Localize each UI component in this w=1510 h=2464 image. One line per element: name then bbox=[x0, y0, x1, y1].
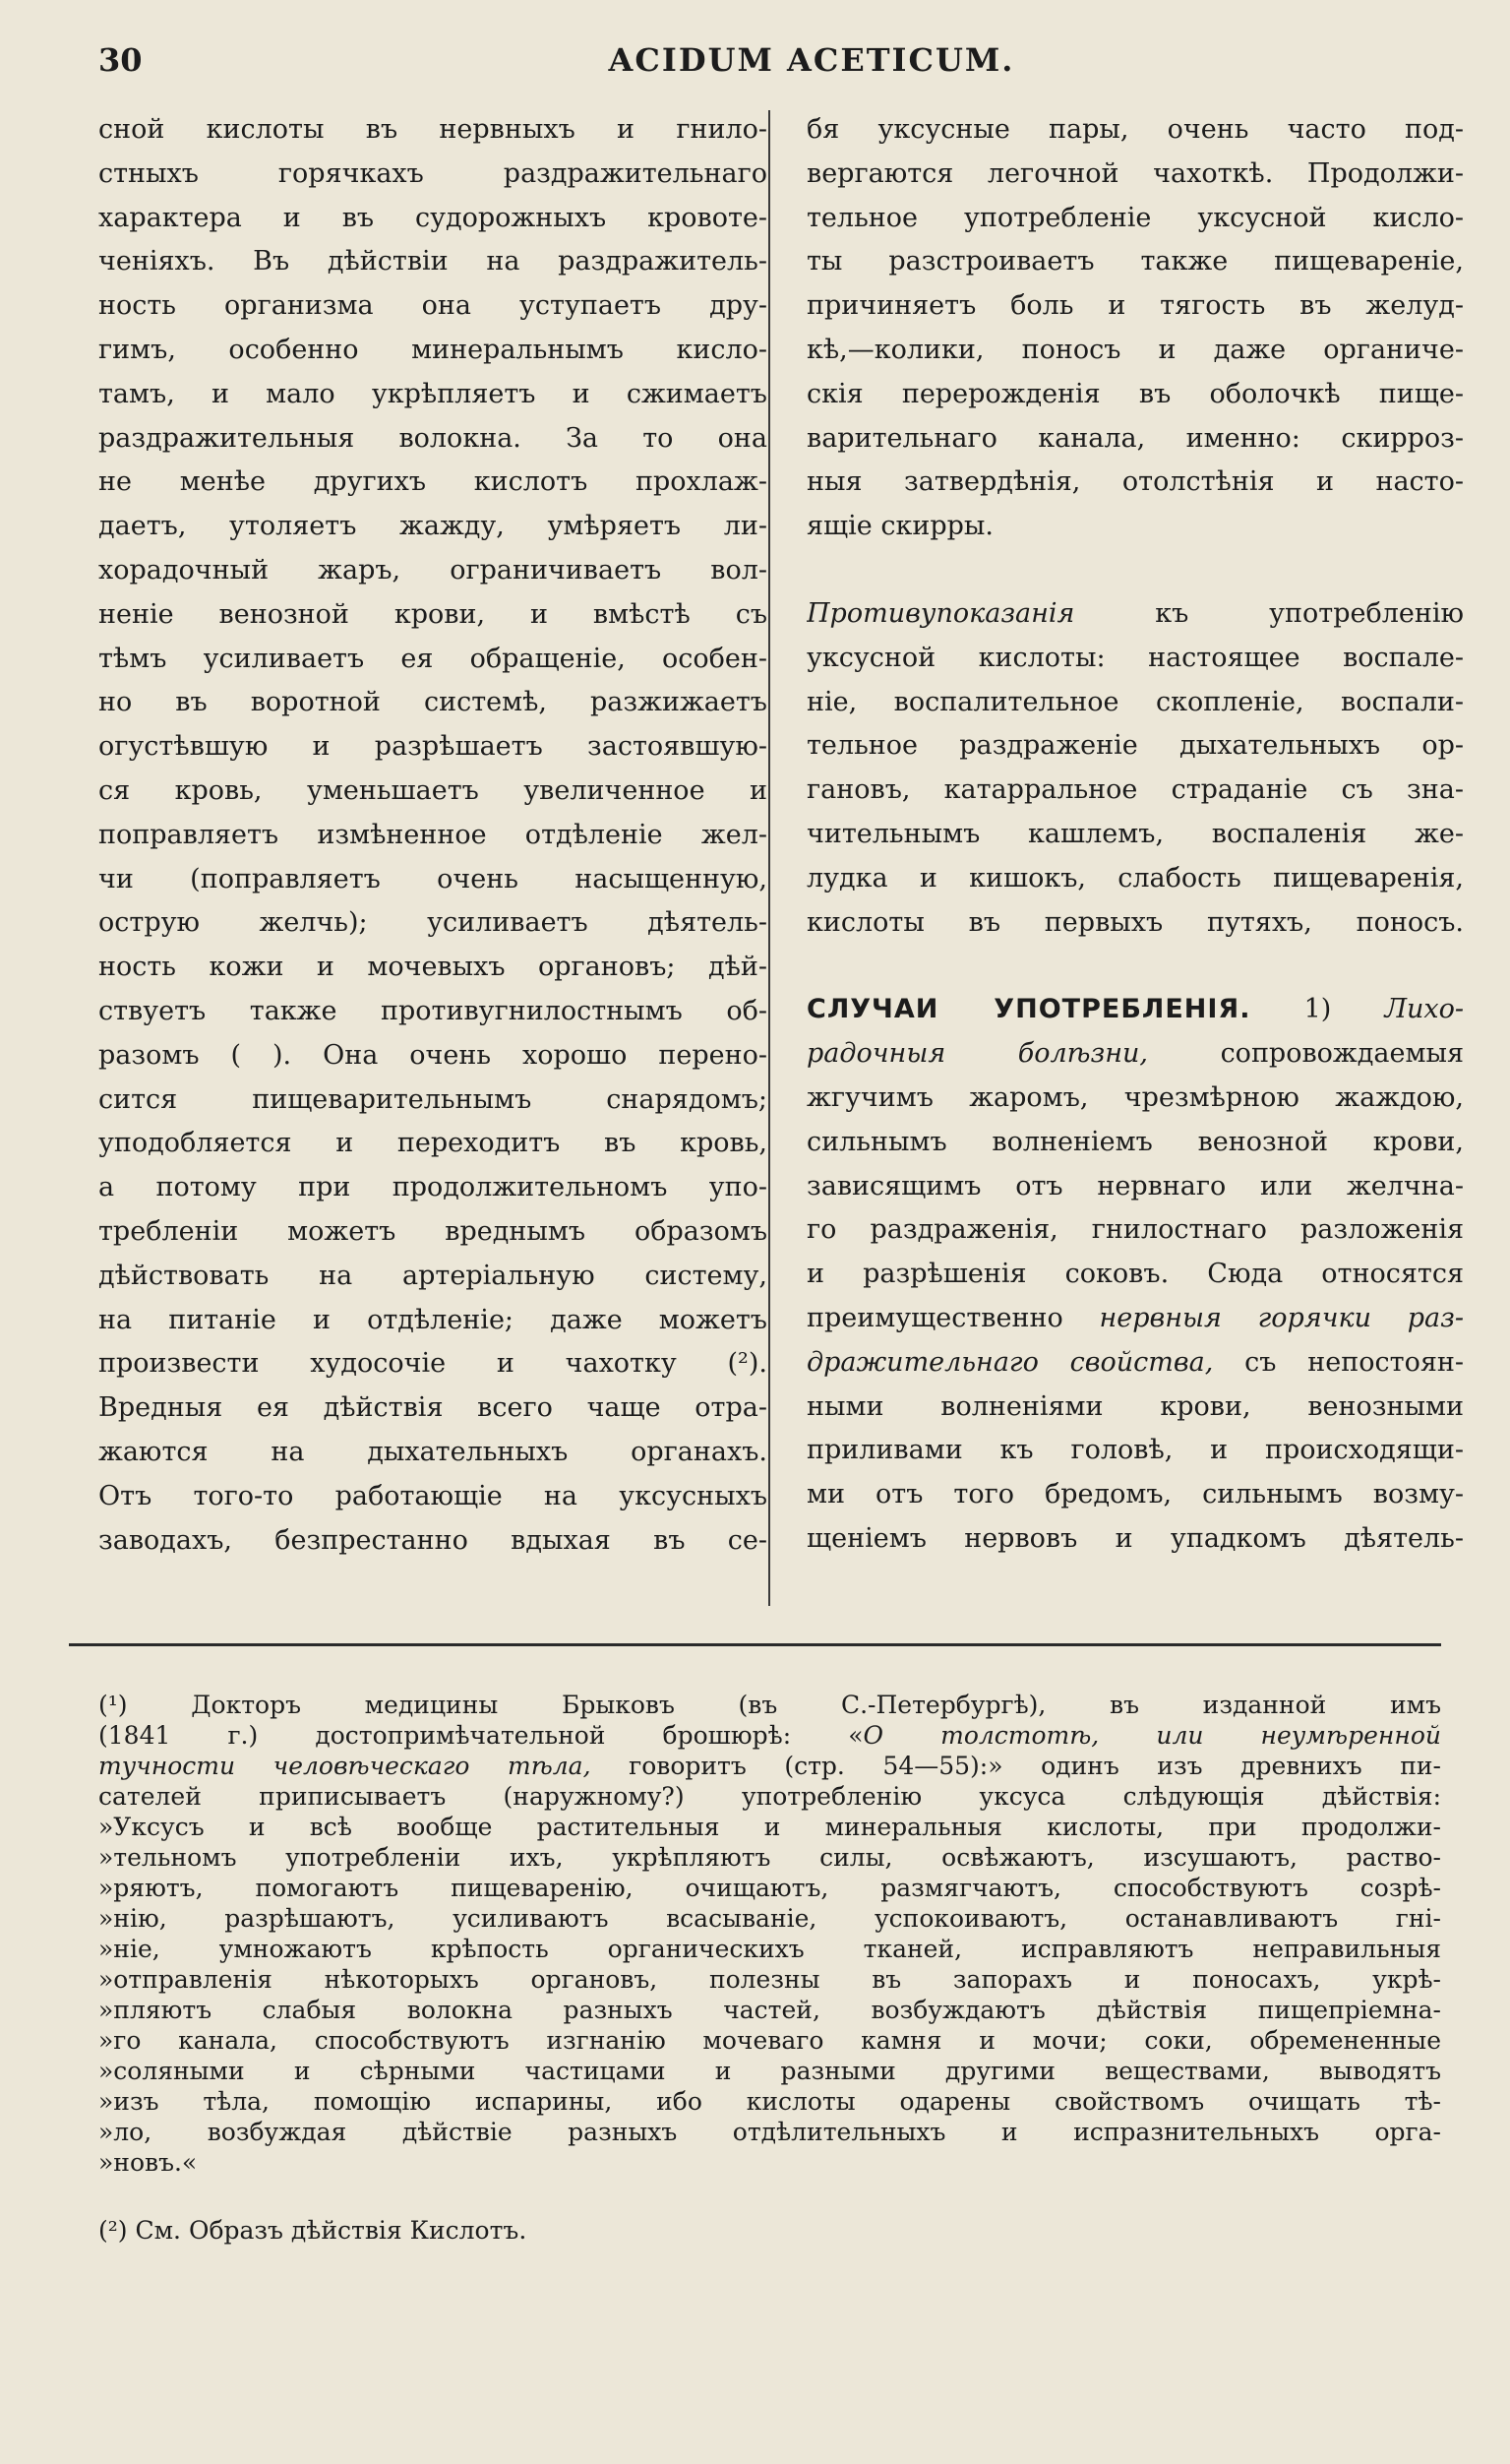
footnote-line: »соляными и сѣрными частицами и разными другими веществами, выводятъ bbox=[98, 2057, 1441, 2085]
running-title: ACIDUM ACETICUM. bbox=[608, 41, 1015, 79]
text-line: ченіяхъ. Въ дѣйствіи на раздражитель- bbox=[98, 246, 767, 277]
text-line: ствуетъ также противугнилостнымъ об- bbox=[98, 995, 767, 1026]
text-line: поправляетъ измѣненное отдѣленіе жел- bbox=[98, 819, 767, 850]
footnote-line: (1841 г.) достопримѣчательной брошюрѣ: «О толстотѣ, или неумѣренной bbox=[98, 1721, 1441, 1750]
text-line: уподобляется и переходитъ въ кровь, bbox=[98, 1128, 767, 1159]
text-line: ныя затвердѣнія, отолстѣнія и насто- bbox=[807, 466, 1464, 498]
text-line: жгучимъ жаромъ, чрезмѣрною жаждою, bbox=[807, 1081, 1464, 1113]
text-line: стныхъ горячкахъ раздражительнаго bbox=[98, 157, 767, 189]
paragraph-cases-of-use bbox=[807, 988, 1464, 1561]
text-line: характера и въ судорожныхъ кровоте- bbox=[98, 202, 767, 233]
text-line: ность организма она уступаетъ дру- bbox=[98, 290, 767, 322]
text-line: острую желчь); усиливаетъ дѣятель- bbox=[98, 907, 767, 939]
left-column bbox=[98, 108, 767, 1563]
text-line: огустѣвшую и разрѣшаетъ застоявшую- bbox=[98, 731, 767, 763]
footnote-2: (²) См. Образъ дѣйствія Кислотъ. bbox=[98, 2216, 527, 2245]
text-line: произвести худосочіе и чахотку (²). bbox=[98, 1348, 767, 1380]
footnote-line: (¹) Докторъ медицины Брыковъ (въ С.-Петербургѣ), въ изданной имъ bbox=[98, 1691, 1441, 1719]
text-line: тѣмъ усиливаетъ ея обращеніе, особен- bbox=[98, 643, 767, 674]
page-header bbox=[98, 41, 1466, 85]
text-line: но въ воротной системѣ, разжижаетъ bbox=[98, 687, 767, 718]
text-line: бя уксусные пары, очень часто под- bbox=[807, 114, 1464, 145]
text-line: ность кожи и мочевыхъ органовъ; дѣй- bbox=[98, 952, 767, 983]
section-heading: СЛУЧАИ УПОТРЕБЛЕНІЯ. bbox=[807, 994, 1251, 1025]
text-line: тамъ, и мало укрѣпляетъ и сжимаетъ bbox=[98, 378, 767, 409]
text-line: разомъ ( ). Она очень хорошо перено- bbox=[98, 1039, 767, 1071]
text-line: дражительнаго свойства, съ непостоян- bbox=[807, 1346, 1464, 1378]
text-line: Отъ того-то работающіе на уксусныхъ bbox=[98, 1480, 767, 1511]
footnote-line: »ніе, умножаютъ крѣпость органическихъ тканей, исправляютъ неправильныя bbox=[98, 1935, 1441, 1963]
text-line: дѣйствовать на артеріальную систему, bbox=[98, 1260, 767, 1291]
footnote-line: »ло, возбуждая дѣйствіе разныхъ отдѣлительныхъ и испразнительныхъ орга- bbox=[98, 2118, 1441, 2146]
footnote-line: »новъ.« bbox=[98, 2148, 198, 2177]
text-line: уксусной кислоты: настоящее воспале- bbox=[807, 642, 1464, 673]
footnote-line: »тельномъ употребленіи ихъ, укрѣпляютъ силы, освѣжаютъ, изсушаютъ, раство- bbox=[98, 1843, 1441, 1872]
text-line: щеніемъ нервовъ и упадкомъ дѣятель- bbox=[807, 1522, 1464, 1554]
text-line: вергаются легочной чахоткѣ. Продолжи- bbox=[807, 157, 1464, 189]
text-line: а потому при продолжительномъ упо- bbox=[98, 1172, 767, 1203]
text-line: ными волненіями крови, венозными bbox=[807, 1390, 1464, 1422]
text-line: преимущественно нервныя горячки раз- bbox=[807, 1302, 1464, 1333]
text-line: скія перерожденія въ оболочкѣ пище- bbox=[807, 378, 1464, 409]
text-line: варительнаго канала, именно: скирроз- bbox=[807, 422, 1464, 454]
footnote-line: »ряютъ, помогаютъ пищеваренію, очищаютъ, размягчаютъ, способствуютъ созрѣ- bbox=[98, 1874, 1441, 1902]
text-line: неніе венозной крови, и вмѣстѣ съ bbox=[98, 598, 767, 630]
text-line: зависящимъ отъ нервнаго или желчна- bbox=[807, 1170, 1464, 1201]
text-line: на питаніе и отдѣленіе; даже можетъ bbox=[98, 1304, 767, 1335]
text-line: требленіи можетъ вреднымъ образомъ bbox=[98, 1215, 767, 1247]
text-line: сится пищеварительнымъ снарядомъ; bbox=[98, 1083, 767, 1115]
paragraph-contraindications bbox=[807, 592, 1464, 945]
text-line: приливами къ головѣ, и происходящи- bbox=[807, 1435, 1464, 1466]
footnote-line: сателей приписываетъ (наружному?) употребленію уксуса слѣдующія дѣйствія: bbox=[98, 1782, 1441, 1811]
text-line: причиняетъ боль и тягость въ желуд- bbox=[807, 290, 1464, 322]
footnote-1 bbox=[98, 1690, 1441, 2178]
text-line: тельное употребленіе уксусной кисло- bbox=[807, 202, 1464, 233]
text-line: Противупоказанія къ употребленію bbox=[807, 597, 1464, 629]
text-line: ящіе скирры. bbox=[807, 511, 994, 542]
text-line: радочныя болѣзни, сопровождаемыя bbox=[807, 1038, 1464, 1070]
text-line: гановъ, катарральное страданіе съ зна- bbox=[807, 774, 1464, 806]
footnote-rule bbox=[69, 1643, 1441, 1646]
term-contraindications: Противупоказанія bbox=[807, 597, 1075, 629]
footnote-line: »Уксусъ и всѣ вообще растительныя и минеральныя кислоты, при продолжи- bbox=[98, 1813, 1441, 1841]
footnote-line: »пляютъ слабыя волокна разныхъ частей, возбуждаютъ дѣйствія пищепріемна- bbox=[98, 1996, 1441, 2024]
text-line: сильнымъ волненіемъ венозной крови, bbox=[807, 1126, 1464, 1157]
footnote-line: тучности человѣческаго тѣла, говоритъ (стр. 54—55):» одинъ изъ древнихъ пи- bbox=[98, 1752, 1441, 1780]
text-line: лудка и кишокъ, слабость пищеваренія, bbox=[807, 862, 1464, 893]
text-line: раздражительныя волокна. За то она bbox=[98, 422, 767, 454]
text-line: СЛУЧАИ УПОТРЕБЛЕНІЯ. 1) Лихо- bbox=[807, 994, 1464, 1025]
cited-title: О толстотѣ, или неумѣренной bbox=[863, 1721, 1441, 1750]
footnote-line: »нію, разрѣшаютъ, усиливаютъ всасываніе, успокоиваютъ, останавливаютъ гні- bbox=[98, 1904, 1441, 1933]
text-line: сной кислоты въ нервныхъ и гнило- bbox=[98, 114, 767, 145]
text-line: ся кровь, уменьшаетъ увеличенное и bbox=[98, 774, 767, 806]
page-number: 30 bbox=[98, 41, 143, 79]
text-line: хорадочный жаръ, ограничиваетъ вол- bbox=[98, 554, 767, 585]
text-line: тельное раздраженіе дыхательныхъ ор- bbox=[807, 730, 1464, 762]
text-line: даетъ, утоляетъ жажду, умѣряетъ ли- bbox=[98, 511, 767, 542]
text-line: не менѣе другихъ кислотъ прохлаж- bbox=[98, 466, 767, 498]
text-line: Вредныя ея дѣйствія всего чаще отра- bbox=[98, 1392, 767, 1424]
paragraph-side-effects bbox=[807, 108, 1464, 549]
text-line: чительнымъ кашлемъ, воспаленія же- bbox=[807, 818, 1464, 849]
text-line: го раздраженія, гнилостнаго разложенія bbox=[807, 1214, 1464, 1246]
text-line: и разрѣшенія соковъ. Сюда относятся bbox=[807, 1259, 1464, 1290]
footnote-line: »отправленія нѣкоторыхъ органовъ, полезны въ запорахъ и поносахъ, укрѣ- bbox=[98, 1965, 1441, 1994]
text-line: жаются на дыхательныхъ органахъ. bbox=[98, 1436, 767, 1467]
text-line: кѣ,—колики, поносъ и даже органиче- bbox=[807, 334, 1464, 365]
cited-title: тучности человѣческаго тѣла, bbox=[98, 1752, 591, 1780]
text-line: гимъ, особенно минеральнымъ кисло- bbox=[98, 334, 767, 365]
footnotes bbox=[98, 1690, 1441, 2246]
text-line: ніе, воспалительное скопленіе, воспали- bbox=[807, 686, 1464, 717]
text-line: кислоты въ первыхъ путяхъ, поносъ. bbox=[807, 906, 1464, 938]
footnote-line: »изъ тѣла, помощію испарины, ибо кислоты одарены свойствомъ очищать тѣ- bbox=[98, 2087, 1441, 2116]
text-line: ты разстроиваетъ также пищевареніе, bbox=[807, 246, 1464, 277]
text-line: ми отъ того бредомъ, сильнымъ возму- bbox=[807, 1479, 1464, 1510]
column-divider bbox=[768, 110, 770, 1606]
text-line: заводахъ, безпрестанно вдыхая въ се- bbox=[98, 1524, 767, 1556]
footnote-line: »го канала, способствуютъ изгнанію мочеваго камня и мочи; соки, обремененные bbox=[98, 2026, 1441, 2055]
text-line: чи (поправляетъ очень насыщенную, bbox=[98, 863, 767, 894]
right-column bbox=[807, 108, 1464, 1562]
